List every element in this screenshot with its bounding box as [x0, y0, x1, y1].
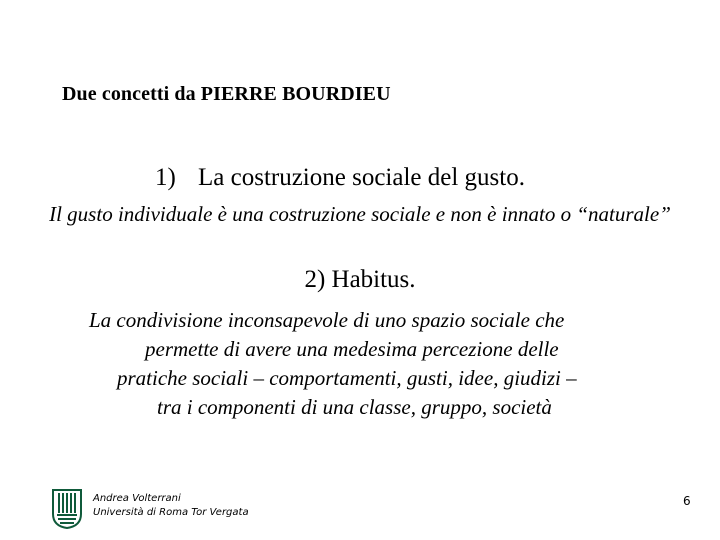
point-one-text: La costruzione sociale del gusto.	[198, 164, 525, 191]
point-one-number: 1)	[155, 164, 176, 191]
institution-name: Università di Roma Tor Vergata	[93, 507, 249, 518]
slide-title: Due concetti da PIERRE BOURDIEU	[62, 83, 391, 105]
point-two-description-line: pratiche sociali – comportamenti, gusti, idee, giudizi –	[117, 366, 577, 390]
footer-author-block	[93, 492, 249, 520]
point-one-description: Il gusto individuale è una costruzione sociale e non è innato o “naturale”	[49, 202, 671, 226]
author-name: Andrea Volterrani	[93, 493, 181, 504]
point-two: 2) Habitus.	[304, 266, 416, 293]
point-one	[155, 164, 525, 192]
page-number: 6	[683, 494, 691, 508]
point-two-description-line: permette di avere una medesima percezione delle	[145, 337, 559, 361]
point-two-description-line: tra i componenti di una classe, gruppo, società	[157, 395, 552, 419]
point-two-description-line: La condivisione inconsapevole di uno spazio sociale che	[89, 308, 565, 332]
university-crest-icon	[50, 488, 84, 530]
point-two-description	[80, 306, 650, 422]
